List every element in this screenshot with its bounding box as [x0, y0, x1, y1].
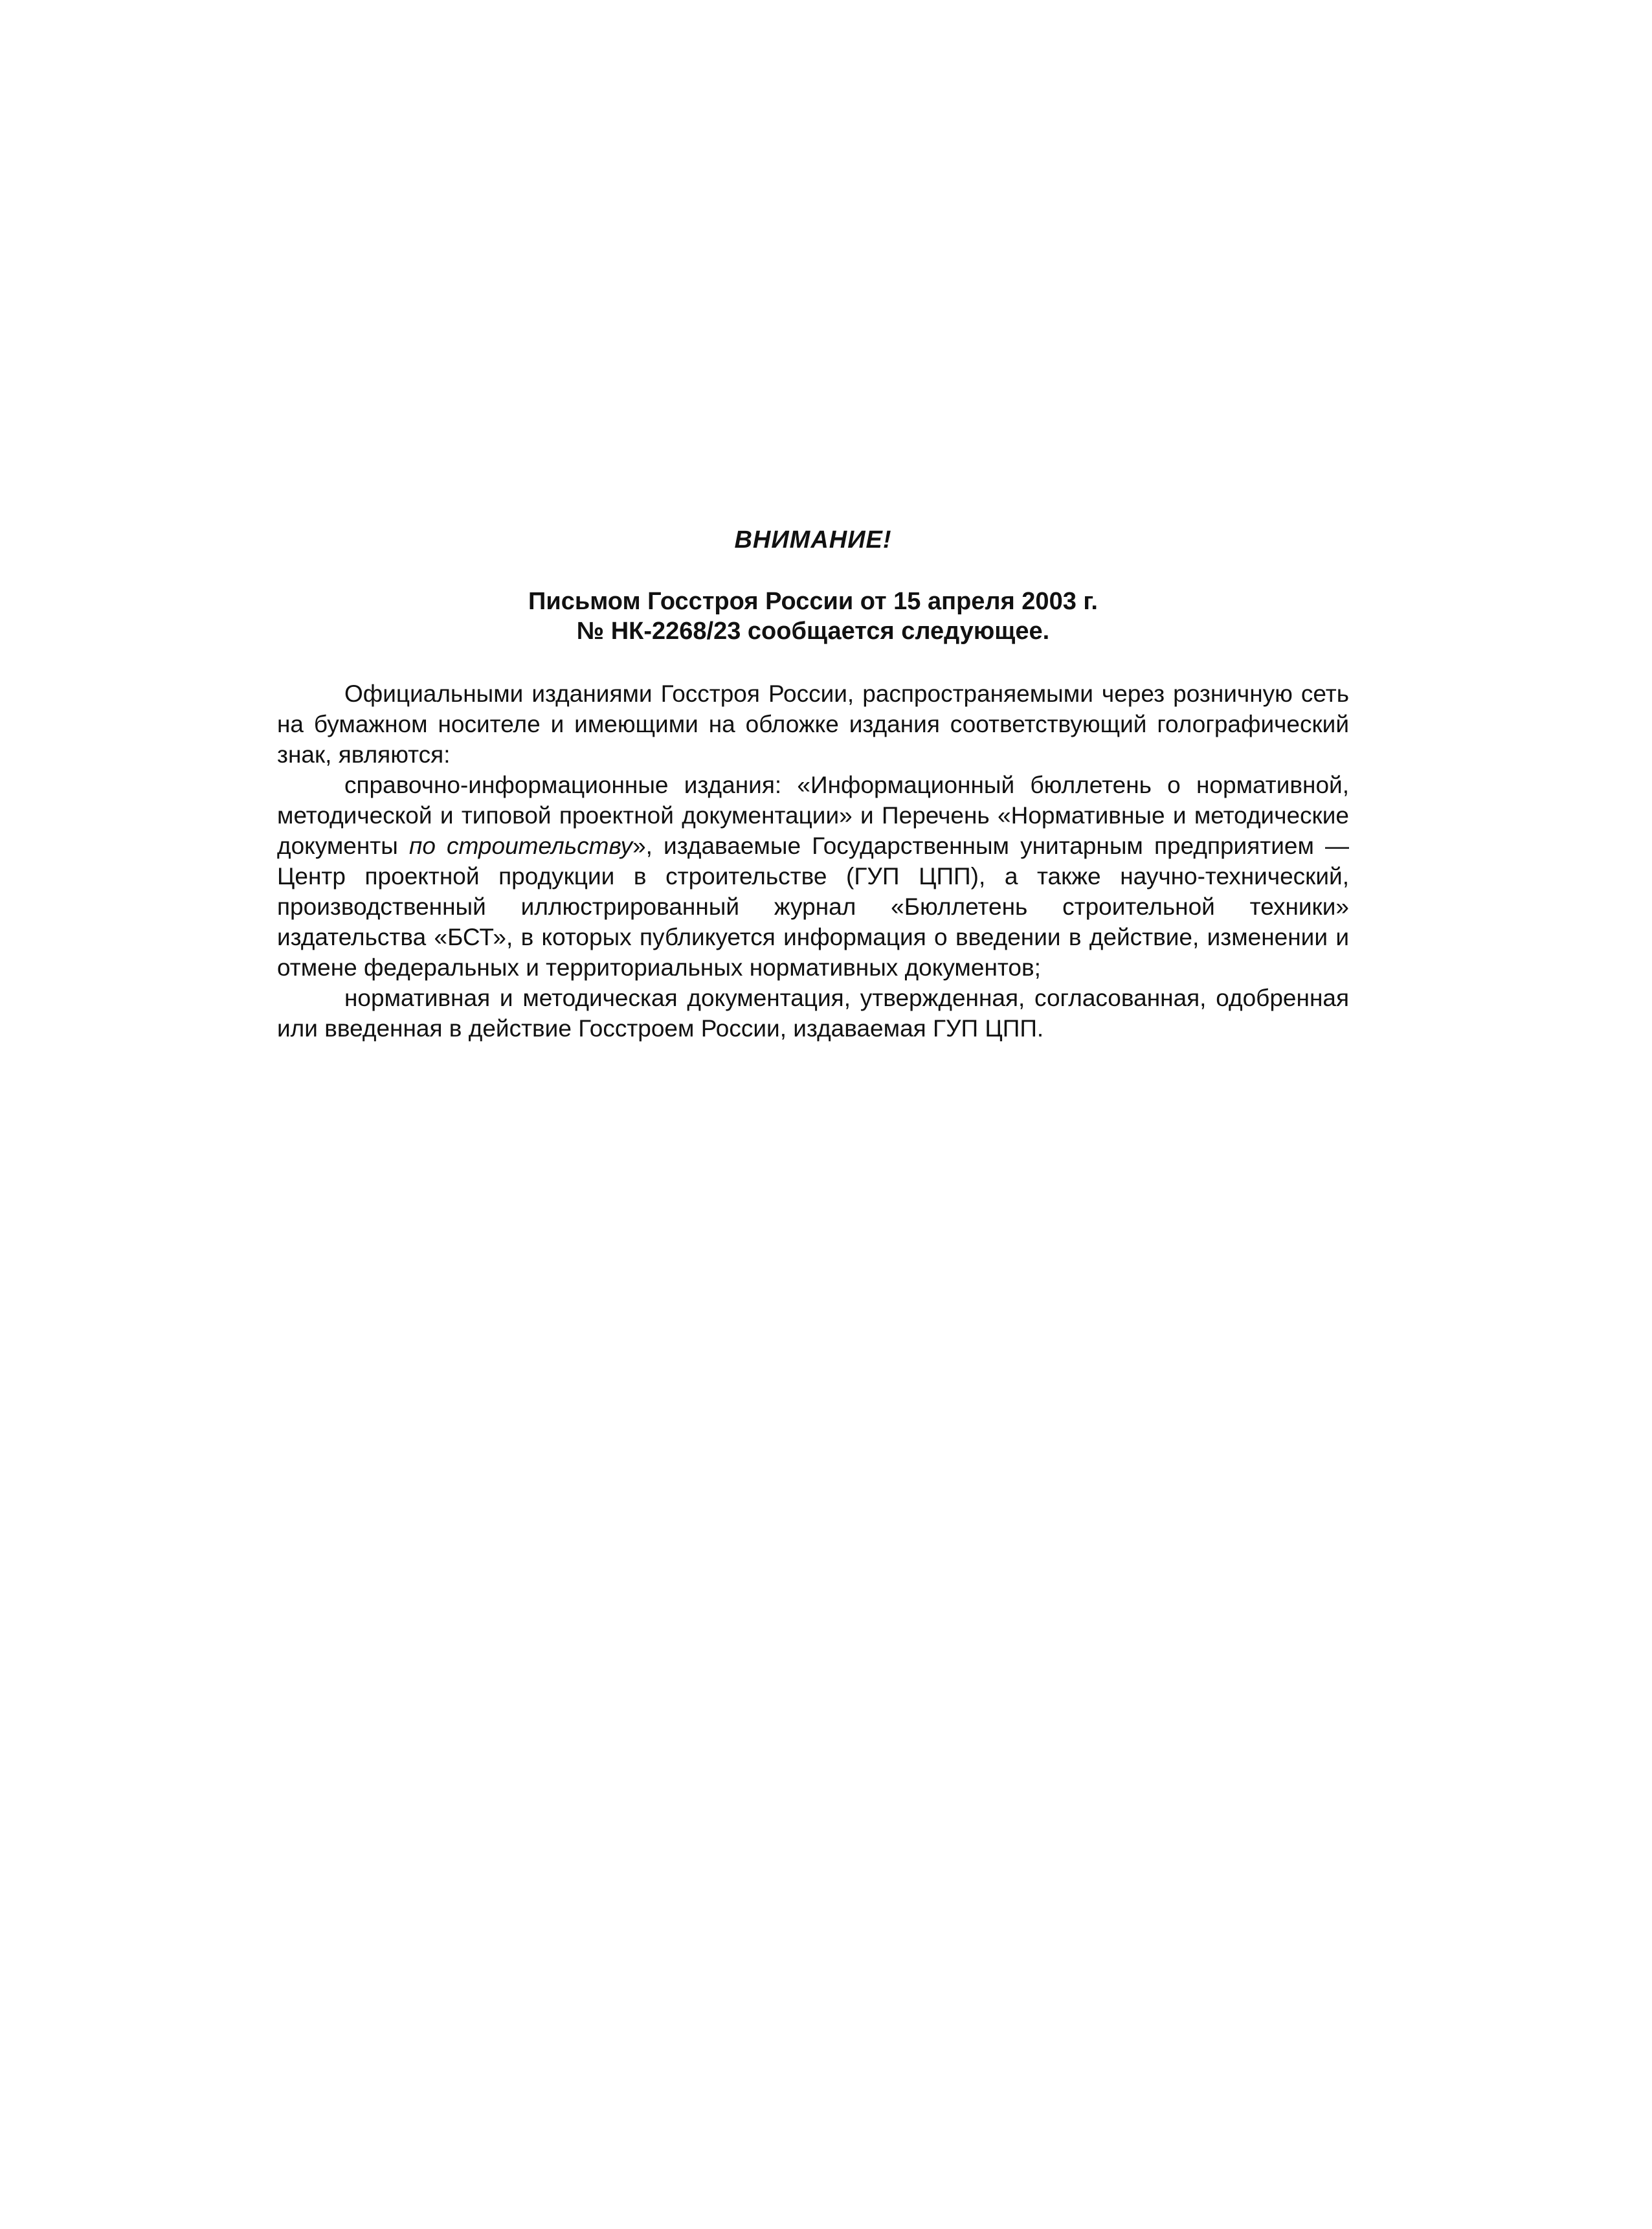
paragraph-official-editions: Официальными изданиями Госстроя России, распространяемыми через розничную сеть на бумажном носителе и имеющими на обложке издания соответствующий голографический знак, являются:: [277, 680, 1349, 768]
notice-block: [277, 524, 1349, 1044]
notice-heading: ВНИМАНИЕ!: [734, 526, 892, 554]
subheading-line-2: № НК-2268/23 сообщается следующее.: [576, 618, 1050, 645]
paragraph-reference-editions-italic: по строительству: [408, 833, 633, 859]
subheading-line-1: Письмом Госстроя России от 15 апреля 2003 г.: [528, 588, 1098, 615]
paragraph-reference-editions-text-2: », издаваемые Государственным унитарным предприятием — Центр проектной продукции в строительстве (ГУП ЦПП), а также научно-технический, производственный иллюстрированный журнал «Бюллетень строительной техники» издательства «БСТ», в которых публикуется информация о введении в действие, изменении и отмене федеральных и территориальных нормативных документов;: [277, 833, 1350, 981]
paragraph-reference-editions-text-1: справочно-информационные издания: «Информационный бюллетень о нормативной, методической и типовой проектной документации» и Перечень «Нормативные и методические документы: [277, 772, 1349, 859]
notice-subheading: [277, 587, 1349, 646]
paragraph-normative-documentation: нормативная и методическая документация, утвержденная, согласованная, одобренная или введенная в действие Госстроем России, издаваемая ГУП ЦПП.: [277, 985, 1349, 1042]
paragraph-reference-editions: [277, 770, 1349, 983]
